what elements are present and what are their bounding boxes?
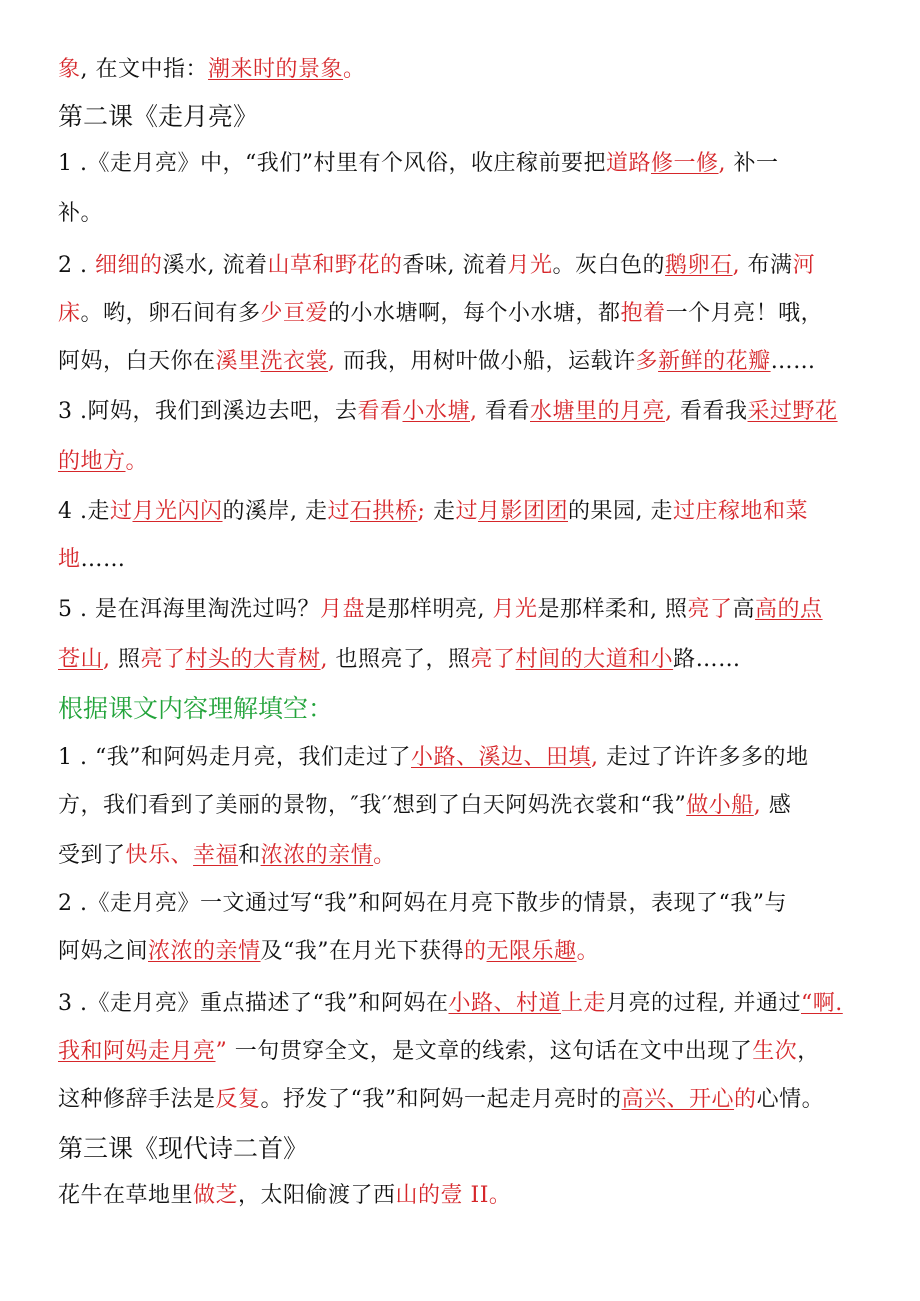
answer-underlined-text: 石拱桥 [350,499,418,524]
body-text: ，太阳偷渡了西 [238,1183,396,1208]
answer-text: 山草和野花的 [267,253,403,278]
body-text: 。哟，卵石间有多 [80,301,261,326]
answer-underlined-text: 洗衣裳 [260,349,329,374]
answer-underlined-text: 高兴、开心 [621,1087,735,1112]
answer-underlined-text: “啊. [801,991,843,1016]
body-text: 花牛在草地里 [58,1183,194,1208]
fill-3-line-2 [58,1037,820,1067]
answer-underlined-text: 我和阿妈走月亮 [58,1039,216,1064]
body-text: 补一 [726,151,779,176]
body-text: 一句贯穿全文，是文章的线索，这句话在文中出现了 [227,1039,753,1064]
answer-text: ; [417,499,426,524]
fill-1-line-1 [58,743,809,773]
body-text: 4 .走 [58,499,110,524]
answer-text: , [665,399,673,424]
body-text: 走 [425,499,456,524]
item-2-line-3 [58,347,816,377]
answer-text: 过 [455,499,478,524]
body-text: 而我，用树叶做小船，运载许 [335,349,636,374]
item-3-line-1 [58,397,838,427]
body-text: 的小水塘啊，每个小水塘，都 [328,301,621,326]
answer-text: 。 [488,1183,512,1208]
answer-text: 过庄稼地和菜 [673,499,809,524]
answer-underlined-text: 的地方 [58,449,126,474]
answer-underlined-text: 小水塘 [402,399,471,424]
body-text: 3 .《走月亮》重点描述了“我”和阿妈在 [58,991,449,1016]
answer-text: 山的壹 II [395,1183,489,1208]
answer-text: 。 [373,843,396,868]
answer-text: 月光 [507,253,553,278]
answer-underlined-text: 小路、村道 [448,991,561,1016]
answer-text: 。 [576,939,600,964]
heading-lesson-3: 第三课《现代诗二首》 [58,1134,309,1163]
item-1-line-1 [58,149,779,179]
line-continuation [58,55,366,85]
answer-underlined-text: 高的点 [755,597,823,622]
answer-text: , [591,745,599,770]
answer-text: , [753,793,762,818]
body-text: 高 [732,597,756,622]
body-text: 月亮的过程, 并通过 [606,991,802,1016]
answer-text: 床 [58,301,81,326]
body-text: 及“我”在月光下获得 [260,939,465,964]
body-text: 。抒发了“我”和阿妈一起走月亮时的 [260,1087,622,1112]
answer-text: 亮了 [470,647,516,672]
answer-text: 、 [170,843,194,868]
body-text: 也照亮了，照 [328,647,471,672]
answer-underlined-text: 无限乐趣 [486,939,577,964]
item-3-line-2 [58,447,148,477]
answer-text: , [103,647,111,672]
body-text: 3 .阿妈，我们到溪边去吧，去 [58,399,358,424]
answer-text: 溪里 [215,349,261,374]
answer-text: 多 [635,349,659,374]
answer-underlined-text: 苍山 [58,647,104,672]
answer-text: 的 [464,939,487,964]
answer-text: , [470,399,478,424]
body-text: …… [770,349,816,374]
item-4-line-1 [58,497,808,527]
answer-text: ” [215,1039,228,1064]
answer-text: 快乐 [125,843,171,868]
body-text: 走过了许许多多的地 [598,745,809,770]
answer-text: , [718,151,727,176]
answer-text: 的 [734,1087,757,1112]
answer-text: , [328,349,336,374]
body-text: , 在文中指： [80,57,209,82]
answer-text: 过 [109,499,133,524]
answer-text: 生次 [752,1039,798,1064]
answer-text: 上走 [561,991,607,1016]
fill-1-line-3 [58,841,396,871]
item-1-line-2 [58,199,103,229]
answer-underlined-text: 小路、溪边、田填 [410,745,591,770]
body-text: 看看我 [672,399,748,424]
heading-fill-in: 根据课文内容理解填空： [58,694,334,723]
body-text: 补。 [58,201,104,226]
body-text: 1 .《走月亮》中，“我们”村里有个风俗，收庄稼前要把 [58,151,606,176]
body-text: 感 [761,793,792,818]
answer-text: 月盘 [319,597,365,622]
item-4-line-2 [58,545,126,575]
answer-text: 细细的 [94,253,163,278]
answer-text: , [320,647,329,672]
answer-underlined-text: 修一修 [651,151,719,176]
body-text: 的果园, 走 [568,499,673,524]
answer-text: 亮了 [687,597,733,622]
body-text: 。灰白色的 [552,253,666,278]
fill-1-line-2 [58,791,791,821]
answer-underlined-text: 潮来时的景象 [208,57,344,82]
answer-underlined-text: 月光闪闪 [132,499,223,524]
answer-text: 看看 [357,399,403,424]
body-text: 2 . [58,253,95,278]
body-text: 1 . “我”和阿妈走月亮，我们走过了 [58,745,411,770]
body-text: 方，我们看到了美丽的景物，″我′′想到了白天阿妈洗衣裳和“我” [58,793,687,818]
body-text: …… [80,547,126,572]
poem-line-1 [58,1181,511,1211]
body-text: 2 .《走月亮》一文通过写“我”和阿妈在月亮下散步的情景，表现了“我”与 [58,891,787,916]
heading-lesson-2: 第二课《走月亮》 [58,102,259,131]
body-text: 一个月亮！哦， [665,301,824,326]
answer-underlined-text: 幸福 [193,843,239,868]
answer-underlined-text: 水塘里的月亮 [530,399,666,424]
body-text: 看看 [477,399,531,424]
item-2-line-1 [58,251,815,281]
body-text: ， [797,1039,820,1064]
body-text: 布满 [740,253,793,278]
answer-underlined-text: 月影团团 [477,499,568,524]
body-text: 阿妈之间 [58,939,149,964]
answer-text: 过 [327,499,351,524]
answer-text: 亮了 [140,647,186,672]
answer-underlined-text: 浓浓的亲情 [148,939,261,964]
fill-3-line-1 [58,989,843,1019]
answer-underlined-text: 采过野花 [747,399,838,424]
answer-text: 地 [58,547,81,572]
fill-3-line-3 [58,1085,824,1115]
answer-text: 抱着 [620,301,666,326]
body-text: 照 [110,647,141,672]
body-text: 和 [238,843,261,868]
answer-text: 。 [343,57,366,82]
answer-text: 象 [58,57,81,82]
body-text: 5 . 是在洱海里淘洗过吗？ [58,597,320,622]
fill-2-line-1 [58,889,787,919]
body-text: 阿妈，白天你在 [58,349,216,374]
answer-underlined-text: 村间的大道和小 [515,647,674,672]
body-text: 香味, 流着 [402,253,508,278]
answer-text: 河 [792,253,816,278]
body-text: 溪水, 流着 [162,253,268,278]
answer-text: , [732,253,741,278]
body-text: 受到了 [58,843,126,868]
answer-text: 月光 [492,597,538,622]
answer-text: 反复 [215,1087,261,1112]
body-text: 心情。 [756,1087,825,1112]
answer-underlined-text: 新鲜的花瓣 [658,349,771,374]
answer-underlined-text: 鹅卵石 [665,253,733,278]
answer-underlined-text: 做小船 [686,793,754,818]
item-2-line-2 [58,299,823,329]
body-text: 是那样明亮, [365,597,493,622]
body-text: 路…… [673,647,741,672]
answer-text: 少亘爱 [260,301,329,326]
answer-underlined-text: 村头的大青树 [185,647,321,672]
body-text: 是那样柔和, 照 [537,597,688,622]
answer-text: 道路 [605,151,651,176]
answer-text: 做芝 [193,1183,239,1208]
item-5-line-1 [58,595,823,625]
answer-text: 。 [125,449,149,474]
body-text: 这种修辞手法是 [58,1087,216,1112]
item-5-line-2 [58,645,741,675]
body-text: 的溪岸, 走 [222,499,328,524]
answer-underlined-text: 浓浓的亲情 [260,843,374,868]
fill-2-line-2 [58,937,599,967]
